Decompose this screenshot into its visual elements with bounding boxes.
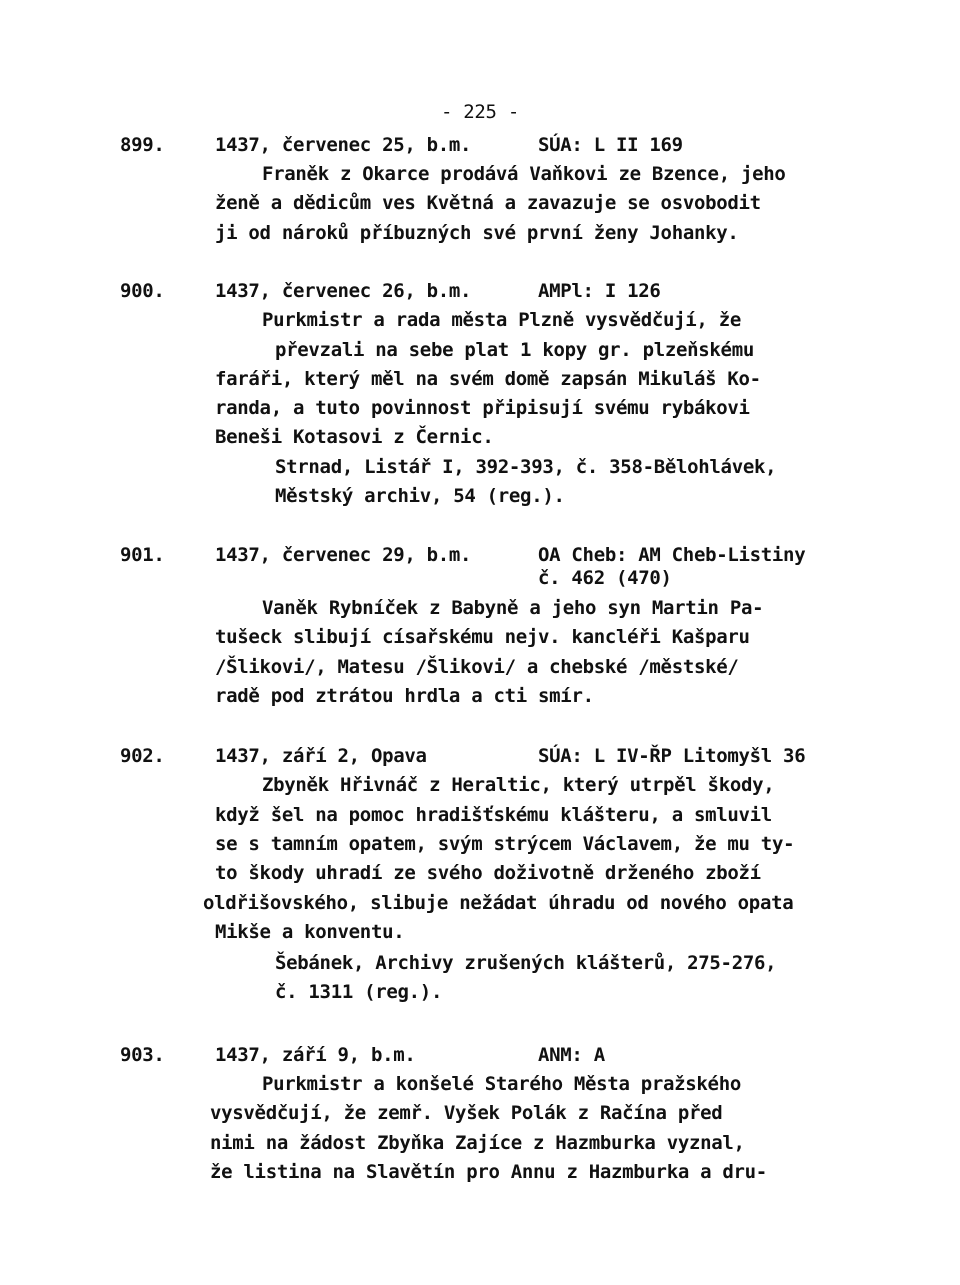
entry-text-line: když šel na pomoc hradišťskému klášteru, a smluvil — [215, 804, 772, 826]
literature-line: č. 1311 (reg.). — [275, 981, 443, 1003]
entry-archive: OA Cheb: AM Cheb-Listiny — [538, 544, 806, 566]
entry-number: 901. — [120, 544, 165, 566]
literature-line: Strnad, Listář I, 392-393, č. 358-Bělohlávek, — [275, 456, 777, 478]
entry-number: 903. — [120, 1044, 165, 1066]
entry-text-line: Vaněk Rybníček z Babyně a jeho syn Martin Pa- — [262, 597, 764, 619]
entry-date: 1437, červenec 29, b.m. — [215, 544, 472, 566]
entry-text-line: převzali na sebe plat 1 kopy gr. plzeňskému — [275, 339, 754, 361]
entry-archive: ANM: A — [538, 1044, 605, 1066]
entry-date: 1437, září 2, Opava — [215, 745, 427, 767]
entry-number: 899. — [120, 134, 165, 156]
entry-text-line: Franěk z Okarce prodává Vaňkovi ze Bzence, jeho — [262, 163, 786, 185]
entry-text-line: tušeck slibují císařskému nejv. kancléři Kašparu — [215, 626, 750, 648]
entry-text-line: Purkmistr a rada města Plzně vysvědčují, že — [262, 309, 741, 331]
entry-text-line: že listina na Slavětín pro Annu z Hazmburka a dru- — [210, 1161, 767, 1183]
entry-text-line: faráři, který měl na svém domě zapsán Mikuláš Ko- — [215, 368, 761, 390]
entry-text-line: se s tamním opatem, svým strýcem Václavem, že mu ty- — [215, 833, 795, 855]
entry-text-line: radě pod ztrátou hrdla a cti smír. — [215, 685, 594, 707]
entry-date: 1437, září 9, b.m. — [215, 1044, 416, 1066]
entry-text-line: to škody uhradí ze svého doživotně drženého zboží — [215, 862, 761, 884]
entry-text-line: Beneši Kotasovi z Černic. — [215, 426, 494, 448]
entry-text-line: ji od nároků příbuzných své první ženy Johanky. — [215, 222, 739, 244]
entry-text-line: Mikše a konventu. — [215, 921, 405, 943]
page-number: - 225 - — [441, 101, 519, 123]
entry-text-line: ženě a dědicům ves Květná a zavazuje se osvobodit — [215, 192, 761, 214]
entry-archive: AMPl: I 126 — [538, 280, 661, 302]
entry-text-line: Purkmistr a konšelé Starého Města pražského — [262, 1073, 741, 1095]
entry-archive: SÚA: L IV-ŘP Litomyšl 36 — [538, 745, 806, 767]
literature-line: Městský archiv, 54 (reg.). — [275, 485, 565, 507]
entry-text-line: vysvědčují, že zemř. Vyšek Polák z Račína před — [210, 1102, 723, 1124]
entry-text-line: nimi na žádost Zbyňka Zajíce z Hazmburka vyznal, — [210, 1132, 745, 1154]
entry-date: 1437, červenec 26, b.m. — [215, 280, 472, 302]
entry-number: 902. — [120, 745, 165, 767]
entry-date: 1437, červenec 25, b.m. — [215, 134, 472, 156]
entry-text-line: Zbyněk Hřivnáč z Heraltic, který utrpěl škody, — [262, 774, 775, 796]
entry-archive: č. 462 (470) — [538, 567, 672, 589]
entry-text-line: /Šlikovi/, Matesu /Šlikovi/ a chebské /městské/ — [215, 656, 739, 678]
entry-number: 900. — [120, 280, 165, 302]
entry-text-line: oldřišovského, slibuje nežádat úhradu od nového opata — [203, 892, 794, 914]
literature-line: Šebánek, Archivy zrušených klášterů, 275-276, — [275, 952, 777, 974]
entry-text-line: randa, a tuto povinnost připisují svému rybákovi — [215, 397, 750, 419]
entry-archive: SÚA: L II 169 — [538, 134, 683, 156]
